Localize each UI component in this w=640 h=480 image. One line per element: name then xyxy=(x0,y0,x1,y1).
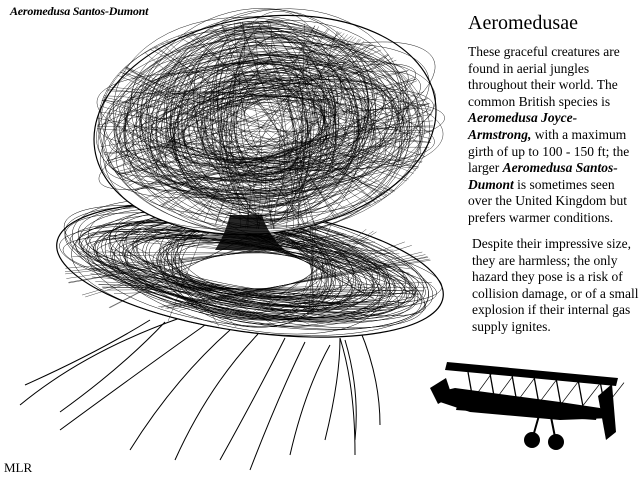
species-name-santos-dumont: Aeromedusa Santos-Dumont xyxy=(468,160,618,192)
tentacle xyxy=(360,330,380,425)
tentacle xyxy=(325,338,340,440)
medusa-tentacles xyxy=(20,318,380,470)
tentacle xyxy=(60,322,165,412)
tentacle xyxy=(220,338,285,460)
paragraph-1-text-b: with a maximum girth of up to 100 - 150 ft; the larger xyxy=(468,126,630,176)
article-paragraph-1 xyxy=(468,44,636,227)
article-paragraph-2: Despite their impressive size, they are harmless; the only hazard they pose is a risk of collision damage, or of a small explosion if their internal gas supply ignites. xyxy=(472,236,639,334)
paragraph-1-text-c: is sometimes seen over the United Kingdom but prefers warmer conditions. xyxy=(468,176,627,225)
tentacle xyxy=(340,338,355,455)
biplane-silhouette xyxy=(430,362,624,450)
illustration-caption: Aeromedusa Santos-Dumont xyxy=(10,4,149,18)
tentacle xyxy=(130,330,230,450)
artist-signature: MLR xyxy=(4,460,33,475)
biplane-fuselage xyxy=(438,388,612,420)
paragraph-1-text-a: These graceful creatures are found in aerial jungles throughout their world. The common British species is xyxy=(468,44,620,109)
tentacle xyxy=(250,342,305,470)
article-title: Aeromedusae xyxy=(468,12,578,34)
tentacle xyxy=(175,334,258,460)
tentacle xyxy=(25,320,150,385)
species-name-joyce-armstrong: Aeromedusa Joyce-Armstrong, xyxy=(468,110,578,142)
